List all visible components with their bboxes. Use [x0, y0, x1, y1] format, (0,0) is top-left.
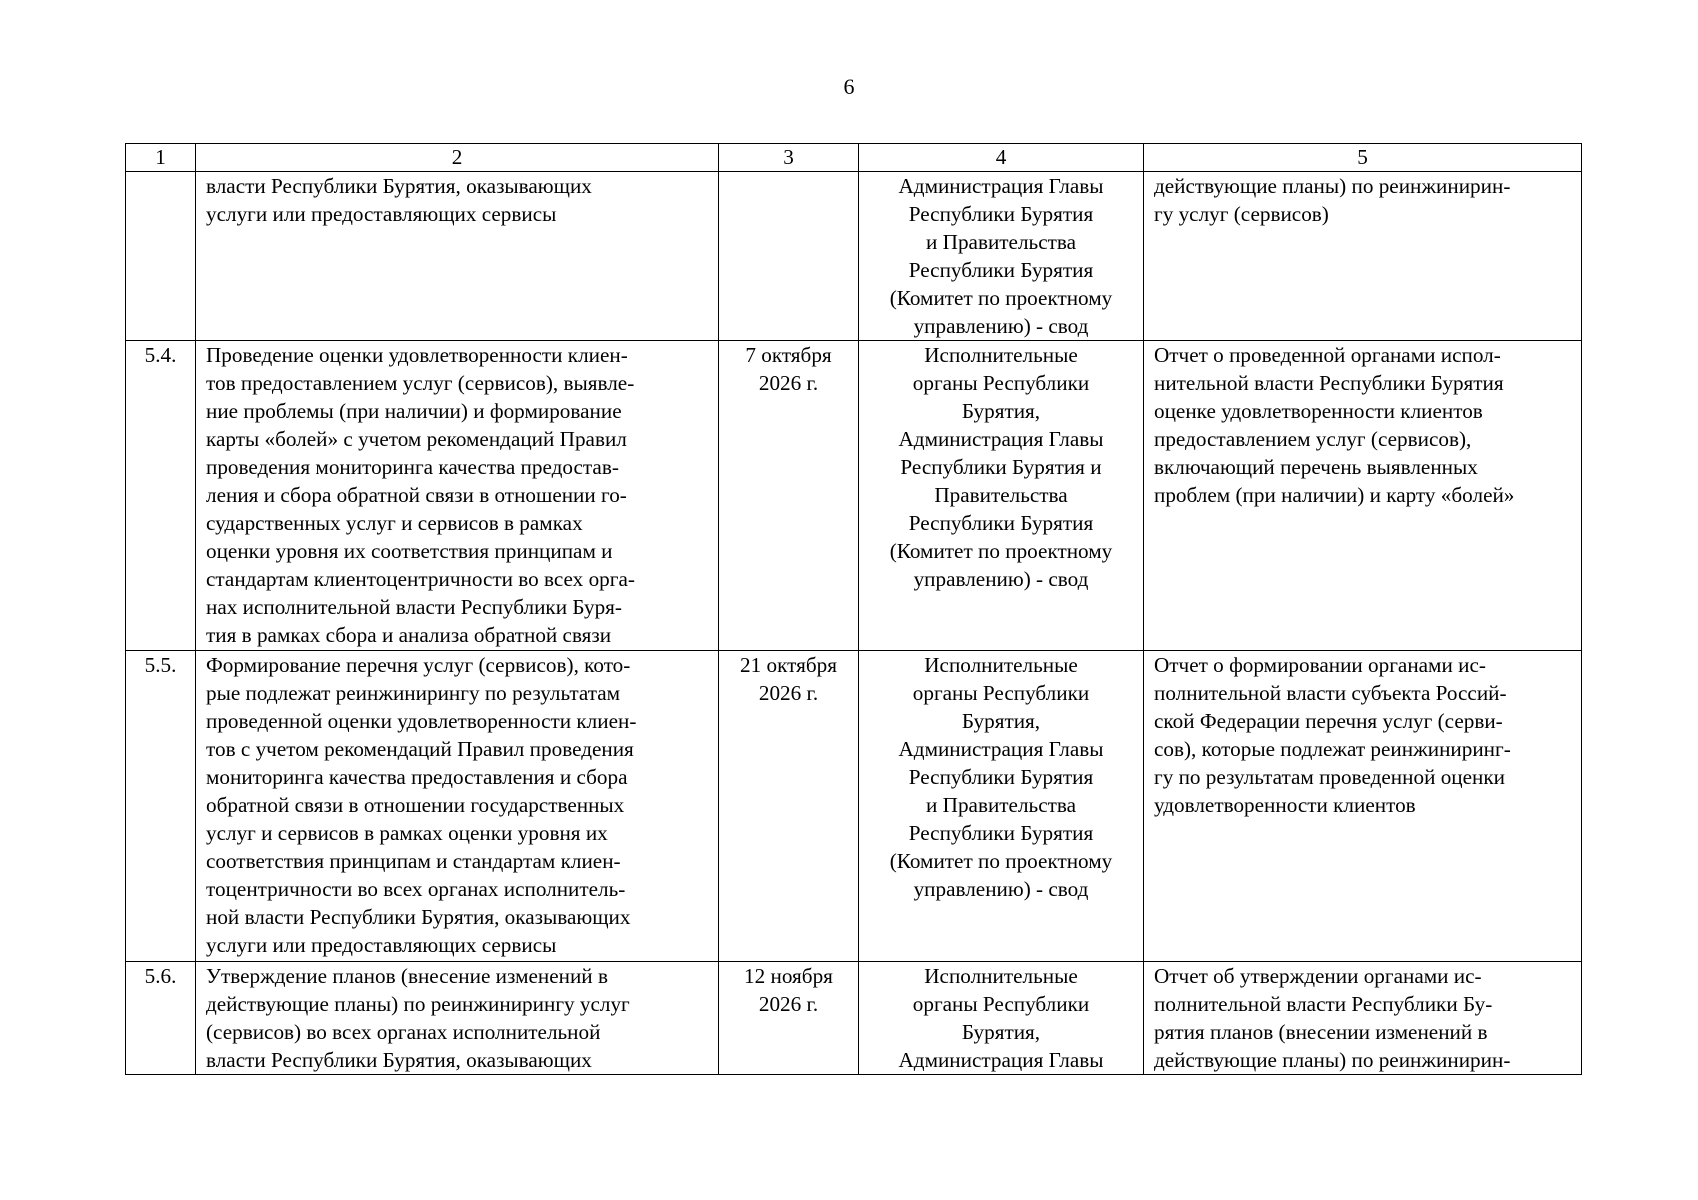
row-executors: [859, 341, 1144, 651]
row-description: [196, 341, 719, 651]
description-line: тоцентричности во всех органах исполнитель-: [206, 877, 626, 901]
plan-table: [125, 143, 1582, 1075]
description-line: услуги или предоставляющих сервисы: [206, 202, 557, 226]
table-row: [126, 962, 1582, 1075]
date-line: 2026 г.: [758, 681, 819, 705]
result-line: нительной власти Республики Бурятия: [1154, 371, 1504, 395]
executors-line: и Правительства: [926, 230, 1076, 254]
result-line: сов), которые подлежат реинжиниринг-: [1154, 737, 1511, 761]
result-line: включающий перечень выявленных: [1154, 455, 1478, 479]
result-line: предоставлением услуг (сервисов),: [1154, 427, 1472, 451]
row-number: 5.5.: [126, 651, 196, 962]
result-line: Отчет о проведенной органами испол-: [1154, 343, 1501, 367]
executors-line: органы Республики: [912, 371, 1090, 395]
description-line: тия в рамках сбора и анализа обратной связи: [206, 623, 612, 647]
executors-line: Республики Бурятия: [908, 821, 1094, 845]
result-line: Отчет о формировании органами ис-: [1154, 653, 1486, 677]
executors-line: Администрация Главы: [898, 737, 1104, 761]
result-line: Отчет об утверждении органами ис-: [1154, 964, 1482, 988]
executors-line: Республики Бурятия: [908, 511, 1094, 535]
row-executors: [859, 172, 1144, 341]
description-line: Утверждение планов (внесение изменений в: [206, 964, 608, 988]
executors-line: Администрация Главы: [898, 174, 1104, 198]
executors-line: (Комитет по проектному: [889, 849, 1113, 873]
table-row: [126, 651, 1582, 962]
row-description: [196, 172, 719, 341]
executors-line: Бурятия,: [961, 1020, 1041, 1044]
date-line: 2026 г.: [758, 992, 819, 1016]
result-line: проблем (при наличии) и карту «болей»: [1154, 483, 1515, 507]
row-result: [1144, 341, 1582, 651]
executors-line: Исполнительные: [924, 964, 1078, 988]
executors-line: Республики Бурятия: [908, 765, 1094, 789]
row-result: [1144, 172, 1582, 341]
description-line: ной власти Республики Бурятия, оказывающих: [206, 905, 631, 929]
executors-line: Бурятия,: [961, 399, 1041, 423]
row-deadline: [719, 341, 859, 651]
row-executors: [859, 651, 1144, 962]
header-cell-1: 1: [126, 144, 196, 172]
table-row: [126, 172, 1582, 341]
executors-line: управлению) - свод: [913, 877, 1089, 901]
description-line: ления и сбора обратной связи в отношении го-: [206, 483, 627, 507]
description-line: (сервисов) во всех органах исполнительной: [206, 1020, 601, 1044]
result-line: оценке удовлетворенности клиентов: [1154, 399, 1483, 423]
description-line: оценки уровня их соответствия принципам и: [206, 539, 613, 563]
page-number: 6: [843, 74, 855, 99]
result-line: рятия планов (внесении изменений в: [1154, 1020, 1488, 1044]
row-result: [1144, 651, 1582, 962]
description-line: проведения мониторинга качества предостав-: [206, 455, 619, 479]
table-row: [126, 341, 1582, 651]
executors-line: (Комитет по проектному: [889, 539, 1113, 563]
date-line: 12 ноября: [744, 964, 833, 988]
row-deadline: [719, 172, 859, 341]
executors-line: управлению) - свод: [913, 314, 1089, 338]
description-line: власти Республики Бурятия, оказывающих: [206, 1048, 592, 1072]
executors-line: (Комитет по проектному: [889, 286, 1113, 310]
description-line: Проведение оценки удовлетворенности клиен-: [206, 343, 628, 367]
description-line: проведенной оценки удовлетворенности клиен-: [206, 709, 637, 733]
description-line: власти Республики Бурятия, оказывающих: [206, 174, 592, 198]
description-line: ние проблемы (при наличии) и формирование: [206, 399, 622, 423]
description-line: рые подлежат реинжинирингу по результатам: [206, 681, 621, 705]
result-line: действующие планы) по реинжинирин-: [1154, 174, 1511, 198]
description-line: действующие планы) по реинжинирингу услуг: [206, 992, 630, 1016]
description-line: обратной связи в отношении государственных: [206, 793, 625, 817]
description-line: нах исполнительной власти Республики Буря-: [206, 595, 622, 619]
description-line: услуги или предоставляющих сервисы: [206, 933, 557, 957]
result-line: действующие планы) по реинжинирин-: [1154, 1048, 1511, 1072]
executors-line: и Правительства: [926, 793, 1076, 817]
result-line: гу по результатам проведенной оценки: [1154, 765, 1506, 789]
row-deadline: [719, 962, 859, 1075]
executors-line: Республики Бурятия и: [900, 455, 1102, 479]
description-line: сударственных услуг и сервисов в рамках: [206, 511, 583, 535]
header-cell-5: 5: [1144, 144, 1582, 172]
header-cell-2: 2: [196, 144, 719, 172]
row-number: 5.4.: [126, 341, 196, 651]
executors-line: управлению) - свод: [913, 567, 1089, 591]
description-line: мониторинга качества предоставления и сбора: [206, 765, 628, 789]
executors-line: Республики Бурятия: [908, 202, 1094, 226]
description-line: тов с учетом рекомендаций Правил проведения: [206, 737, 634, 761]
row-executors: [859, 962, 1144, 1075]
row-description: [196, 651, 719, 962]
row-number: 5.6.: [126, 962, 196, 1075]
result-line: удовлетворенности клиентов: [1154, 793, 1416, 817]
row-number: [126, 172, 196, 341]
executors-line: Бурятия,: [961, 709, 1041, 733]
result-line: ской Федерации перечня услуг (серви-: [1154, 709, 1503, 733]
description-line: карты «болей» с учетом рекомендаций Правил: [206, 427, 627, 451]
row-deadline: [719, 651, 859, 962]
executors-line: Исполнительные: [924, 343, 1078, 367]
header-cell-4: 4: [859, 144, 1144, 172]
header-cell-3: 3: [719, 144, 859, 172]
result-line: полнительной власти субъекта Россий-: [1154, 681, 1507, 705]
result-line: гу услуг (сервисов): [1154, 202, 1329, 226]
date-line: 2026 г.: [758, 371, 819, 395]
executors-line: Правительства: [934, 483, 1068, 507]
description-line: тов предоставлением услуг (сервисов), выявле-: [206, 371, 635, 395]
table-header-row: [126, 144, 1582, 172]
date-line: 7 октября: [745, 343, 832, 367]
executors-line: Исполнительные: [924, 653, 1078, 677]
executors-line: органы Республики: [912, 992, 1090, 1016]
row-description: [196, 962, 719, 1075]
executors-line: Республики Бурятия: [908, 258, 1094, 282]
row-result: [1144, 962, 1582, 1075]
description-line: услуг и сервисов в рамках оценки уровня их: [206, 821, 608, 845]
executors-line: Администрация Главы: [898, 427, 1104, 451]
result-line: полнительной власти Республики Бу-: [1154, 992, 1493, 1016]
description-line: Формирование перечня услуг (сервисов), кото-: [206, 653, 631, 677]
executors-line: Администрация Главы: [898, 1048, 1104, 1072]
description-line: стандартам клиентоцентричности во всех орга-: [206, 567, 635, 591]
description-line: соответствия принципам и стандартам клиен-: [206, 849, 621, 873]
date-line: 21 октября: [740, 653, 837, 677]
executors-line: органы Республики: [912, 681, 1090, 705]
